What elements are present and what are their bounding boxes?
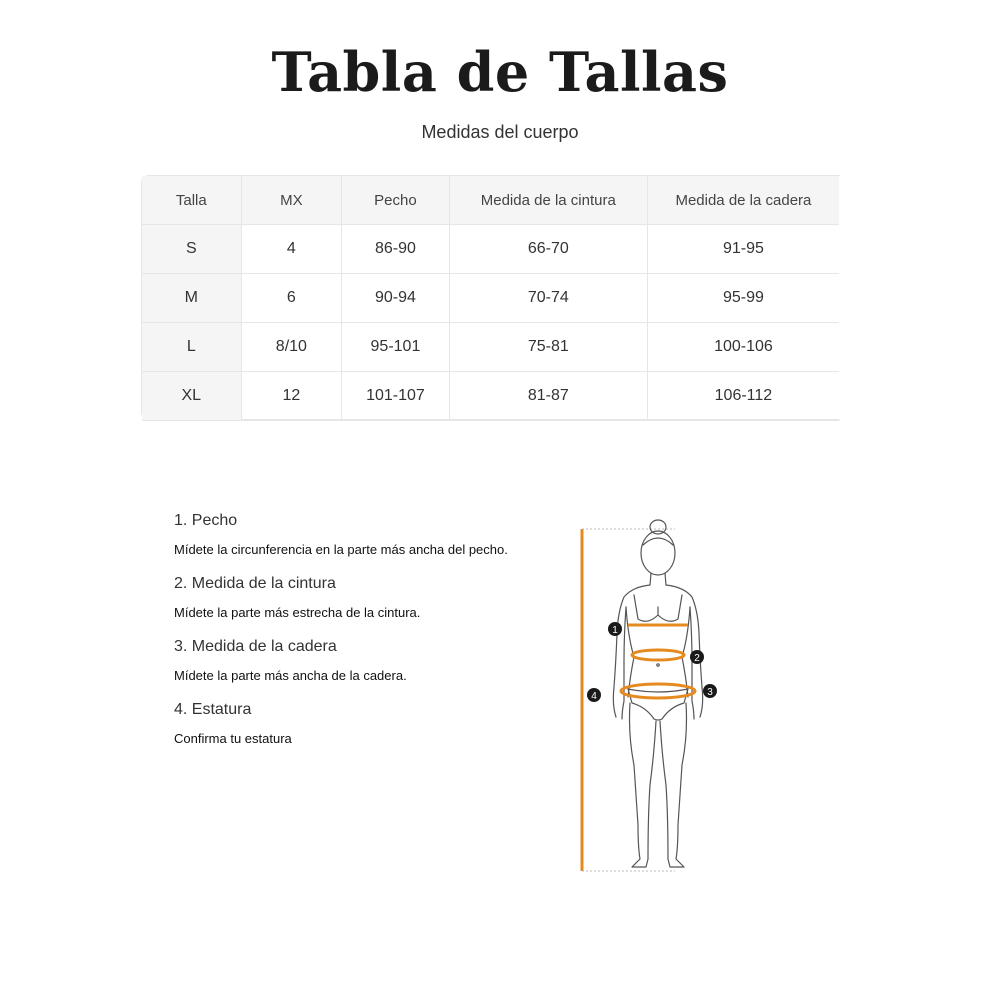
table-row bbox=[142, 225, 839, 274]
cell-talla: XL bbox=[142, 372, 241, 421]
marker-label: 1 bbox=[612, 625, 618, 636]
marker-label: 2 bbox=[694, 653, 700, 664]
header-cadera: Medida de la cadera bbox=[647, 176, 839, 225]
table-row bbox=[142, 372, 839, 421]
cell-cintura: 81-87 bbox=[449, 372, 647, 421]
marker-1 bbox=[608, 622, 622, 636]
cell-cintura: 75-81 bbox=[449, 323, 647, 372]
guide-title: 4. Estatura bbox=[174, 701, 252, 718]
header-talla: Talla bbox=[142, 176, 241, 225]
table-header-row bbox=[142, 176, 839, 225]
marker-4 bbox=[587, 688, 601, 702]
cell-talla: M bbox=[142, 274, 241, 323]
guide-item-cintura bbox=[174, 575, 574, 620]
cell-talla: L bbox=[142, 323, 241, 372]
marker-3 bbox=[703, 684, 717, 698]
table-row bbox=[142, 323, 839, 372]
cell-pecho: 95-101 bbox=[342, 323, 450, 372]
marker-label: 3 bbox=[707, 687, 713, 698]
cell-pecho: 86-90 bbox=[342, 225, 450, 274]
table-row bbox=[142, 274, 839, 323]
cell-talla: S bbox=[142, 225, 241, 274]
cell-cadera: 100-106 bbox=[647, 323, 839, 372]
guide-description: Mídete la parte más ancha de la cadera. bbox=[174, 668, 407, 683]
waist-band bbox=[632, 650, 684, 660]
guide-title: 3. Medida de la cadera bbox=[174, 638, 337, 655]
cell-cadera: 91-95 bbox=[647, 225, 839, 274]
hip-band bbox=[621, 684, 695, 698]
marker-2 bbox=[690, 650, 704, 664]
guide-item-pecho bbox=[174, 512, 574, 557]
cell-pecho: 101-107 bbox=[342, 372, 450, 421]
cell-cadera: 106-112 bbox=[647, 372, 839, 421]
cell-mx: 6 bbox=[241, 274, 342, 323]
header-pecho: Pecho bbox=[342, 176, 450, 225]
cell-cintura: 70-74 bbox=[449, 274, 647, 323]
cell-cadera: 95-99 bbox=[647, 274, 839, 323]
page-subtitle: Medidas del cuerpo bbox=[421, 122, 579, 142]
header-cintura: Medida de la cintura bbox=[449, 176, 647, 225]
guide-item-cadera bbox=[174, 638, 574, 683]
guide-description: Mídete la circunferencia en la parte más ancha del pecho. bbox=[174, 542, 508, 557]
marker-label: 4 bbox=[591, 691, 597, 702]
body-measurement-figure bbox=[560, 515, 750, 875]
measurement-guide bbox=[174, 512, 574, 764]
cell-mx: 12 bbox=[241, 372, 342, 421]
page-title: Tabla de Tallas bbox=[271, 40, 729, 104]
header-mx: MX bbox=[241, 176, 342, 225]
cell-mx: 8/10 bbox=[241, 323, 342, 372]
size-table bbox=[142, 176, 839, 421]
guide-title: 2. Medida de la cintura bbox=[174, 575, 336, 592]
cell-mx: 4 bbox=[241, 225, 342, 274]
cell-cintura: 66-70 bbox=[449, 225, 647, 274]
guide-item-estatura bbox=[174, 701, 574, 746]
guide-description: Confirma tu estatura bbox=[174, 731, 292, 746]
cell-pecho: 90-94 bbox=[342, 274, 450, 323]
guide-description: Mídete la parte más estrecha de la cintura. bbox=[174, 605, 421, 620]
guide-title: 1. Pecho bbox=[174, 512, 238, 529]
